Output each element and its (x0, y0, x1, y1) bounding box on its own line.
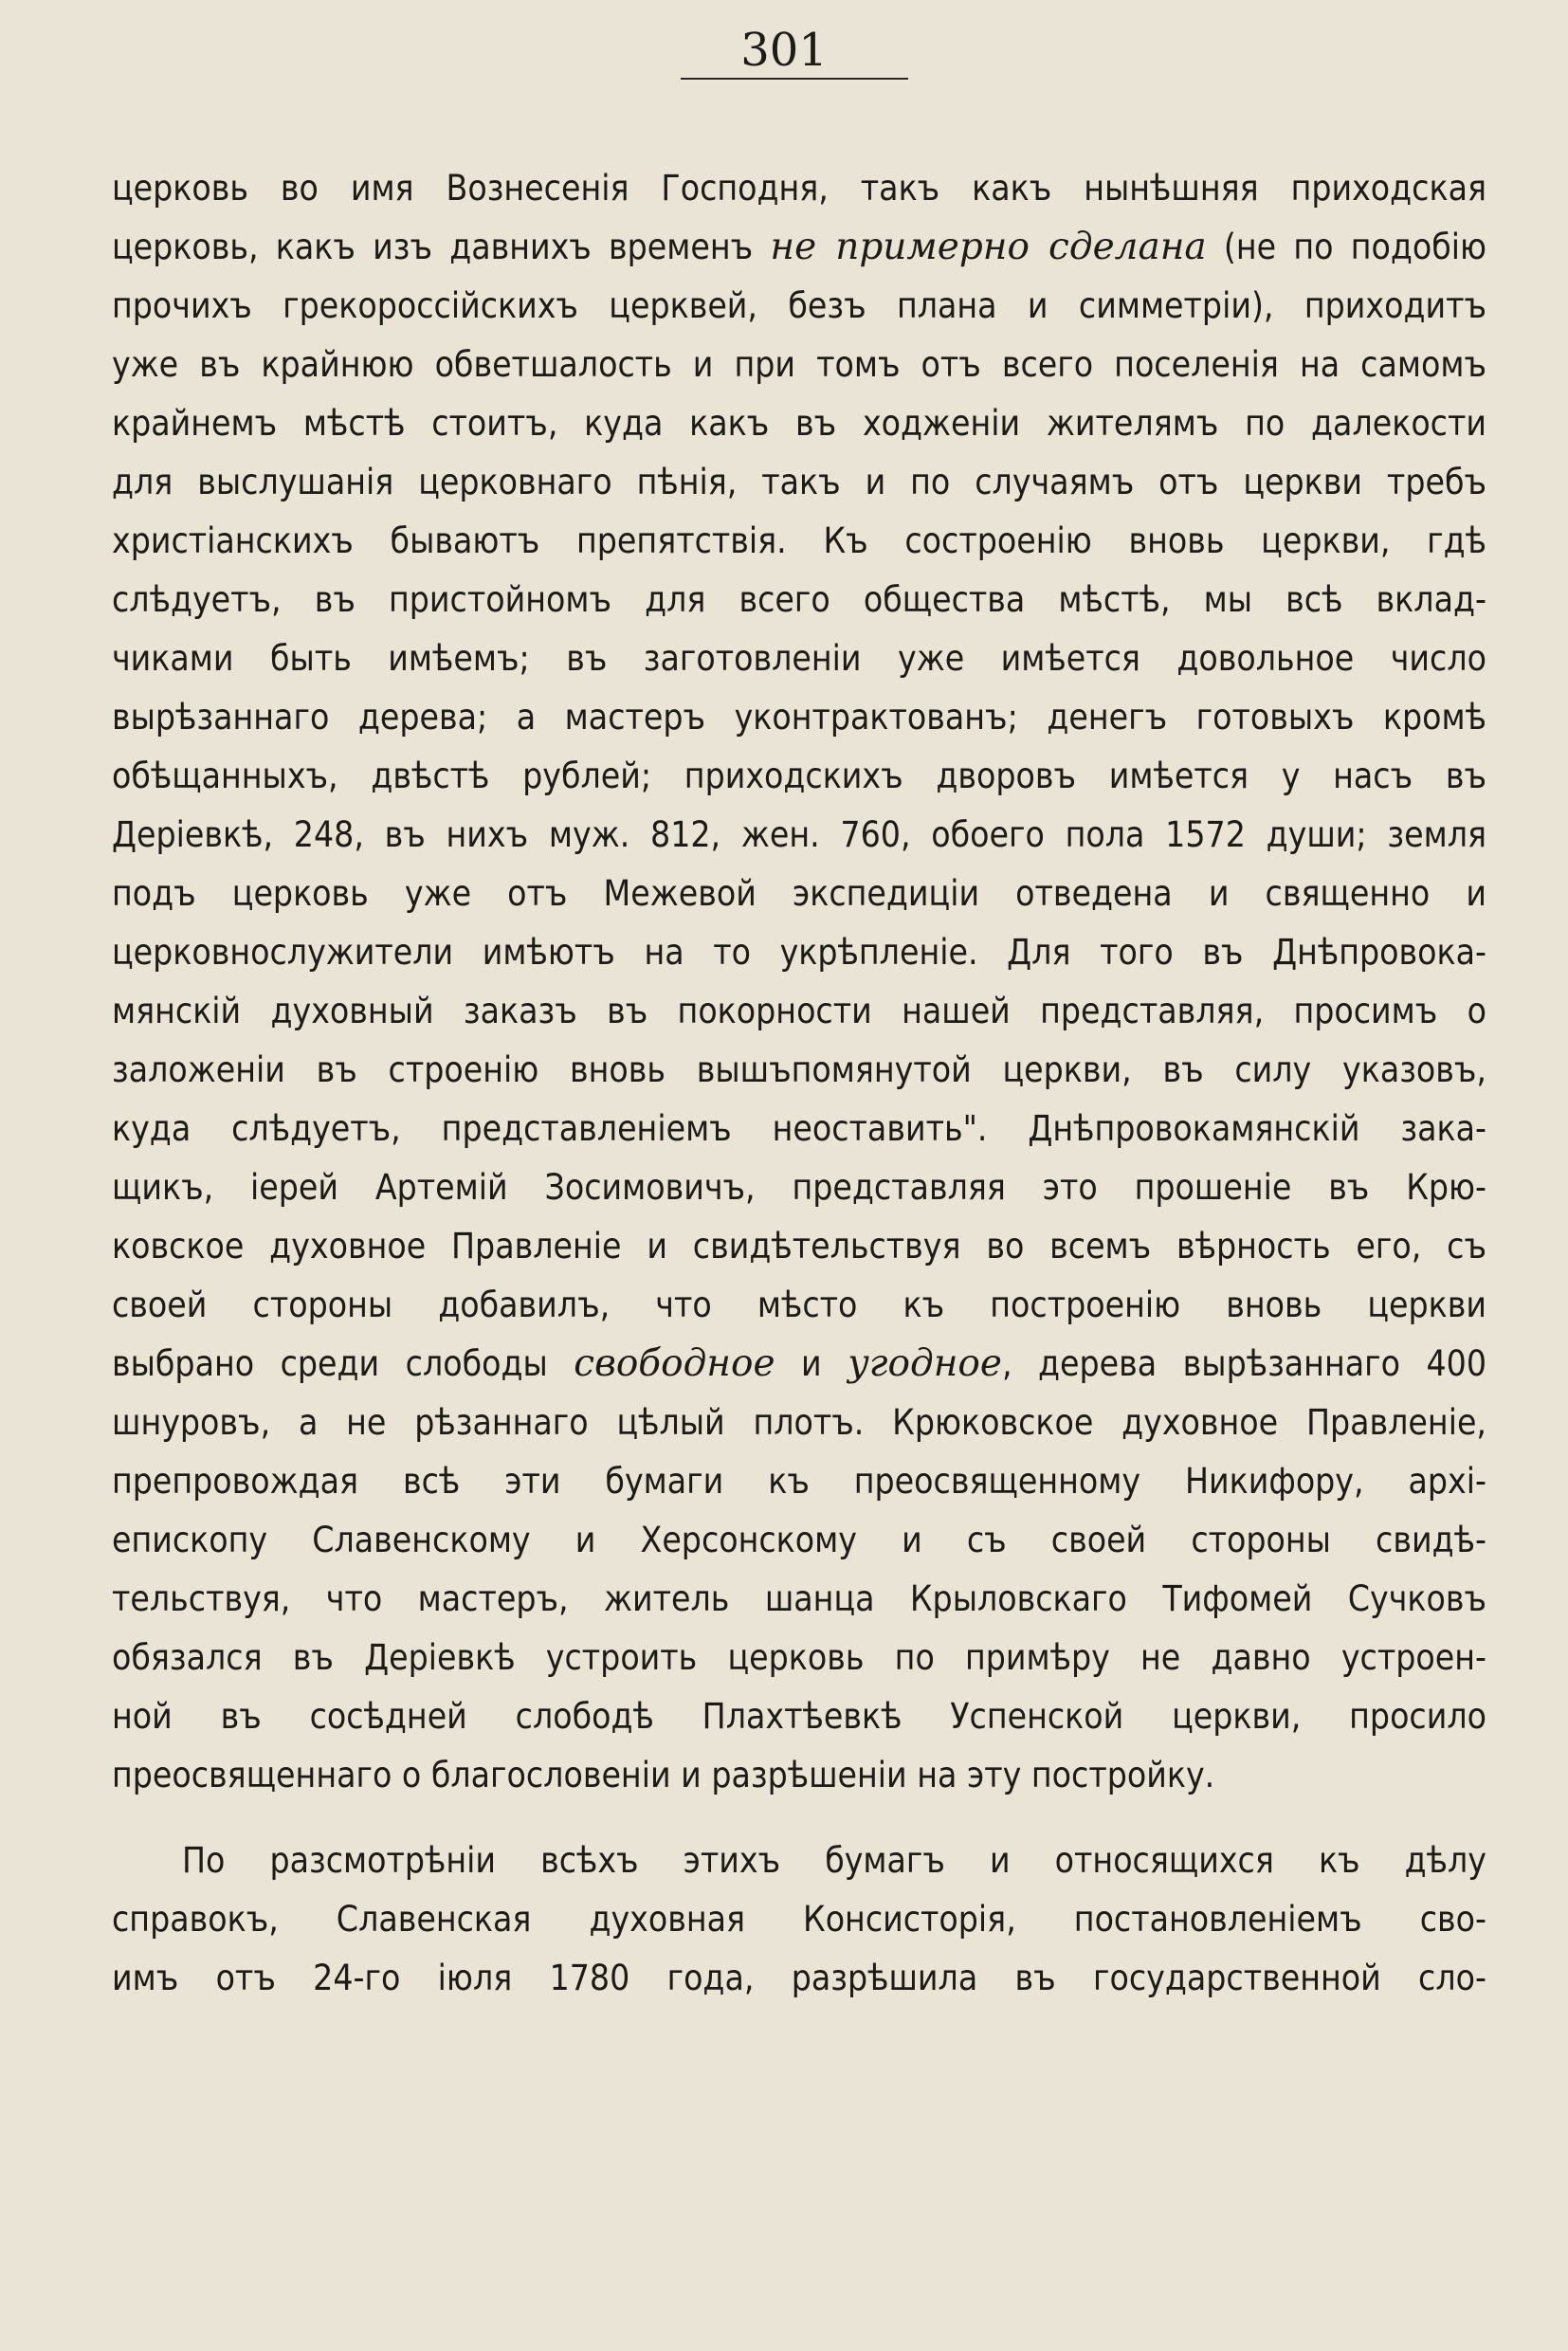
header-rule (681, 78, 908, 80)
text-line: преосвященнаго о благословеніи и разрѣшеніи на эту постройку. (112, 1755, 1215, 1795)
italic-emphasis: свободное (574, 1342, 775, 1385)
text-line: мянскій духовный заказъ въ покорности нашей представляя, просимъ о (112, 991, 1486, 1031)
text-line: шнуровъ, а не рѣзаннаго цѣлый плотъ. Крюковское духовное Правленіе, (112, 1402, 1486, 1443)
text-line: церковь, какъ изъ давнихъ временъ не примерно сделана (не по подобію (112, 226, 1487, 268)
text-line: имъ отъ 24-го іюля 1780 года, разрѣшила въ государственной сло- (112, 1958, 1486, 1998)
text-line: куда слѣдуетъ, представленіемъ неоставить". Днѣпровокамянскій зака- (112, 1108, 1486, 1149)
text-line: заложеніи въ строенію вновь вышъпомянутой церкви, въ силу указовъ, (112, 1049, 1486, 1090)
italic-emphasis: угодное (848, 1342, 1002, 1385)
text-line: обѣщанныхъ, двѣстѣ рублей; приходскихъ дворовъ имѣется у насъ въ (112, 756, 1486, 796)
page-number: 301 (740, 24, 828, 77)
text-line: препровождая всѣ эти бумаги къ преосвященному Никифору, архі- (112, 1461, 1486, 1502)
text-line: чиками быть имѣемъ; въ заготовленіи уже имѣется довольное число (112, 638, 1486, 679)
italic-emphasis: не примерно сделана (770, 226, 1207, 268)
text-line: ковское духовное Правленіе и свидѣтельствуя во всемъ вѣрность его, съ (112, 1226, 1486, 1267)
text-line: слѣдуетъ, въ пристойномъ для всего общества мѣстѣ, мы всѣ вклад- (112, 579, 1486, 620)
text-line: подъ церковь уже отъ Межевой экспедиціи отведена и священно и (112, 873, 1486, 914)
text-line: прочихъ грекороссійскихъ церквей, безъ плана и симметріи), приходитъ (112, 285, 1486, 326)
text-line: тельствуя, что мастеръ, житель шанца Крыловскаго Тифомей Сучковъ (112, 1578, 1486, 1619)
text-line: уже въ крайнюю обветшалость и при томъ отъ всего поселенія на самомъ (112, 344, 1486, 385)
text-line: крайнемъ мѣстѣ стоитъ, куда какъ въ ходженіи жителямъ по далекости (112, 403, 1486, 444)
text-line: Деріевкѣ, 248, въ нихъ муж. 812, жен. 760, обоего пола 1572 души; земля (112, 814, 1486, 855)
body-text (112, 159, 1486, 2008)
text-line: епископу Славенскому и Херсонскому и съ своей стороны свидѣ- (112, 1520, 1486, 1560)
paragraph (112, 159, 1486, 1805)
text-line: обязался въ Деріевкѣ устроить церковь по примѣру не давно устроен- (112, 1637, 1486, 1678)
text-line: церковнослужители имѣютъ на то укрѣпленіе. Для того въ Днѣпровока- (112, 932, 1486, 973)
text-line: выбрано среди слободы свободное и угодное, дерева вырѣзаннаго 400 (112, 1342, 1486, 1385)
paragraph (112, 1832, 1486, 2008)
text-line: По разсмотрѣніи всѣхъ этихъ бумагъ и относящихся къ дѣлу (182, 1840, 1486, 1881)
text-line: своей стороны добавилъ, что мѣсто къ построенію вновь церкви (112, 1285, 1486, 1325)
text-line: для выслушанія церковнаго пѣнія, такъ и по случаямъ отъ церкви требъ (112, 462, 1486, 502)
text-line: церковь во имя Вознесенія Господня, такъ какъ нынѣшняя приходская (112, 168, 1486, 209)
text-line: щикъ, іерей Артемій Зосимовичъ, представляя это прошеніе въ Крю- (112, 1167, 1486, 1208)
text-line: вырѣзаннаго дерева; а мастеръ уконтрактованъ; денегъ готовыхъ кромѣ (112, 697, 1486, 738)
text-line: ной въ сосѣдней слободѣ Плахтѣевкѣ Успенской церкви, просило (112, 1696, 1486, 1737)
text-line: справокъ, Славенская духовная Консисторія, постановленіемъ сво- (112, 1899, 1486, 1940)
text-line: христіанскихъ бываютъ препятствія. Къ состроенію вновь церкви, гдѣ (112, 520, 1486, 561)
